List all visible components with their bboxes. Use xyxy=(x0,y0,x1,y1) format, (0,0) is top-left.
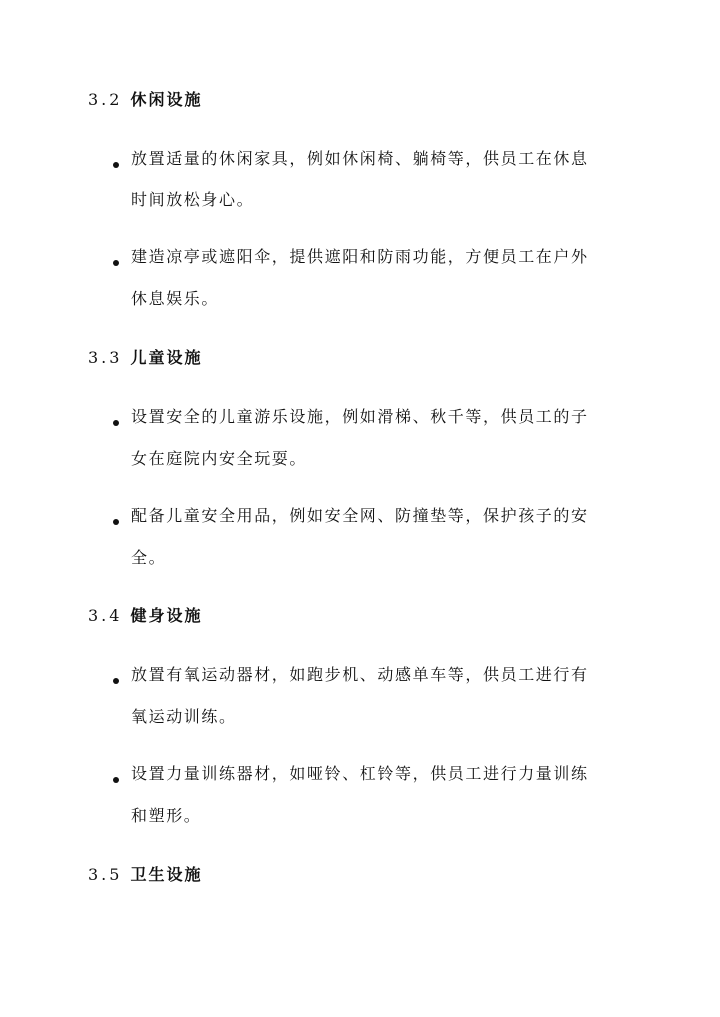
list-item-line: 氧运动训练。 xyxy=(131,707,237,726)
list-item-line: 设置安全的儿童游乐设施，例如滑梯、秋千等，供员工的子 xyxy=(131,407,589,426)
section-title: 休闲设施 xyxy=(130,90,203,109)
section-heading xyxy=(88,864,202,886)
section-heading xyxy=(88,347,202,369)
bullet-icon xyxy=(113,260,119,266)
section-number: 3.4 xyxy=(88,606,123,625)
bullet-icon xyxy=(113,777,119,783)
bullet-icon xyxy=(113,519,119,525)
section-number: 3.3 xyxy=(88,348,123,367)
bullet-icon xyxy=(113,162,119,168)
section-title: 儿童设施 xyxy=(130,348,203,367)
section-heading xyxy=(88,605,202,627)
section-number: 3.2 xyxy=(88,90,123,109)
list-item-line: 全。 xyxy=(131,548,167,567)
list-item-line: 设置力量训练器材，如哑铃、杠铃等，供员工进行力量训练 xyxy=(131,764,589,783)
list-item-line: 放置适量的休闲家具，例如休闲椅、躺椅等，供员工在休息 xyxy=(131,149,589,168)
list-item-line: 放置有氧运动器材，如跑步机、动感单车等，供员工进行有 xyxy=(131,665,589,684)
bullet-icon xyxy=(113,678,119,684)
section-number: 3.5 xyxy=(88,865,123,884)
list-item-line: 女在庭院内安全玩耍。 xyxy=(131,449,308,468)
section-title: 健身设施 xyxy=(130,606,203,625)
section-heading xyxy=(88,89,202,111)
bullet-icon xyxy=(113,420,119,426)
section-title: 卫生设施 xyxy=(130,865,203,884)
list-item-line: 配备儿童安全用品，例如安全网、防撞垫等，保护孩子的安 xyxy=(131,506,589,525)
list-item-line: 建造凉亭或遮阳伞，提供遮阳和防雨功能，方便员工在户外 xyxy=(131,247,589,266)
list-item-line: 休息娱乐。 xyxy=(131,289,220,308)
list-item-line: 和塑形。 xyxy=(131,806,202,825)
list-item-line: 时间放松身心。 xyxy=(131,190,255,209)
